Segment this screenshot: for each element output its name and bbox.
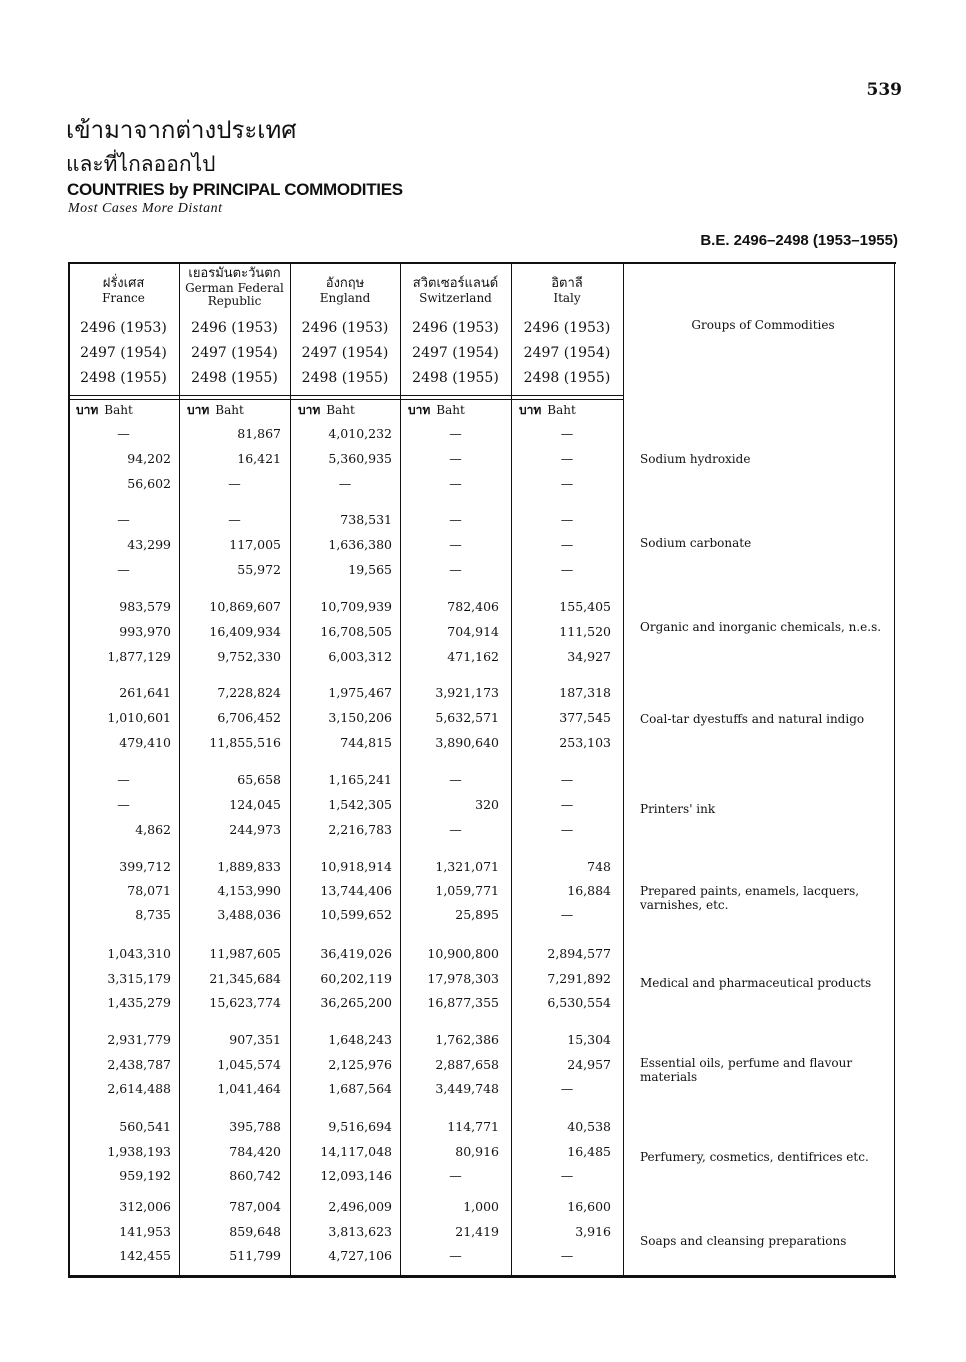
- table-top-rule: [68, 262, 896, 264]
- unit-label: [519, 401, 576, 420]
- unit-label: [76, 401, 133, 420]
- unit-english: Baht: [326, 403, 355, 417]
- table-cell: 56,602: [127, 476, 171, 491]
- column-header-english: German Federal: [185, 281, 284, 295]
- table-cell: 3,916: [575, 1223, 611, 1239]
- table-cell: 9,752,330: [217, 649, 281, 664]
- table-cell: —: [449, 426, 462, 441]
- year-label: 2498 (1955): [80, 370, 167, 386]
- table-cell: 1,043,310: [107, 946, 171, 961]
- column-header: [511, 276, 623, 305]
- table-cell: —: [117, 562, 130, 577]
- table-cell: —: [560, 772, 574, 787]
- table-cell: —: [449, 451, 462, 466]
- table-cell: 2,894,577: [547, 946, 611, 961]
- column-header-thai: อังกฤษ: [325, 276, 365, 291]
- year-label: 2496 (1953): [523, 320, 611, 336]
- table-cell: 3,488,036: [217, 907, 281, 922]
- table-cell: 117,005: [229, 537, 281, 552]
- column-header: [290, 276, 400, 305]
- table-cell: 11,855,516: [209, 735, 281, 750]
- year-label: 2496 (1953): [412, 320, 499, 336]
- table-cell: 10,709,939: [320, 599, 392, 614]
- table-cell: 16,485: [567, 1143, 611, 1159]
- table-cell: 9,516,694: [328, 1119, 392, 1134]
- table-cell: 787,004: [229, 1199, 281, 1214]
- table-cell: 4,862: [135, 822, 171, 837]
- table-cell: 36,265,200: [320, 995, 392, 1010]
- year-label: 2496 (1953): [191, 320, 278, 336]
- table-cell: 244,973: [229, 822, 281, 837]
- table-cell: 7,291,892: [547, 970, 611, 986]
- table-bottom-rule: [68, 1275, 896, 1278]
- unit-english: Baht: [215, 403, 244, 417]
- year-label: 2498 (1955): [523, 370, 611, 386]
- table-cell: —: [560, 426, 574, 441]
- table-cell: 111,520: [559, 624, 611, 639]
- year-label: 2497 (1954): [412, 345, 499, 361]
- unit-label: [298, 401, 355, 420]
- table-cell: —: [117, 772, 130, 787]
- year-label: 2498 (1955): [191, 370, 278, 386]
- commodity-group-label: Prepared paints, enamels, lacquers, varnishes, etc.: [640, 884, 860, 912]
- table-cell: 10,918,914: [320, 859, 392, 874]
- table-cell: —: [449, 772, 462, 787]
- table-cell: 983,579: [119, 599, 171, 614]
- unit-label: [408, 401, 465, 420]
- table-cell: 141,953: [119, 1223, 171, 1239]
- unit-thai: บาท: [76, 403, 99, 417]
- table-cell: 1,975,467: [328, 685, 392, 700]
- table-cell: —: [449, 537, 462, 552]
- table-cell: 16,708,505: [320, 624, 392, 639]
- header-rule: [68, 395, 623, 396]
- table-cell: —: [560, 476, 574, 491]
- column-header: [179, 266, 290, 308]
- thai-title-line-1: เข้ามาจากต่างประเทศ: [66, 116, 297, 144]
- table-cell: 1,636,380: [328, 537, 392, 552]
- table-cell: 4,727,106: [328, 1248, 392, 1263]
- commodity-group-label: Perfumery, cosmetics, dentifrices etc.: [640, 1150, 869, 1164]
- table-cell: 7,228,824: [217, 685, 281, 700]
- table-cell: —: [560, 1081, 574, 1096]
- unit-thai: บาท: [187, 403, 210, 417]
- table-cell: 10,900,800: [427, 946, 499, 961]
- table-cell: 16,409,934: [209, 624, 281, 639]
- table-cell: 3,315,179: [107, 970, 171, 986]
- table-cell: 1,938,193: [107, 1143, 171, 1159]
- table-cell: —: [117, 797, 130, 812]
- table-cell: 1,000: [463, 1199, 499, 1214]
- table-cell: —: [449, 512, 462, 527]
- table-cell: —: [117, 512, 130, 527]
- table-cell: 80,916: [455, 1143, 499, 1159]
- header-rule-double: [68, 399, 623, 400]
- table-cell: 2,614,488: [107, 1081, 171, 1096]
- table-cell: 312,006: [119, 1199, 171, 1214]
- table-cell: 40,538: [567, 1119, 611, 1134]
- column-header-thai: เยอรมันตะวันตก: [188, 266, 281, 281]
- column-header-english: Republic: [207, 294, 262, 308]
- table-cell: 5,360,935: [328, 451, 392, 466]
- table-cell: 142,455: [119, 1248, 171, 1263]
- table-cell: 320: [475, 797, 499, 812]
- unit-label: [187, 401, 244, 420]
- unit-english: Baht: [104, 403, 133, 417]
- table-cell: 782,406: [447, 599, 499, 614]
- table-cell: 2,931,779: [107, 1032, 171, 1047]
- table-cell: 2,438,787: [107, 1056, 171, 1072]
- table-cell: 993,970: [119, 624, 171, 639]
- table-cell: 395,788: [229, 1119, 281, 1134]
- column-header-english: France: [102, 291, 145, 305]
- column-header: [68, 276, 179, 305]
- table-cell: 6,003,312: [328, 649, 392, 664]
- table-cell: 748: [587, 859, 611, 874]
- table-cell: 8,735: [135, 907, 171, 922]
- table-cell: —: [228, 512, 241, 527]
- column-header-english: Switzerland: [419, 291, 492, 305]
- table-cell: 704,914: [447, 624, 499, 639]
- column-header-english: Italy: [553, 291, 581, 305]
- table-cell: 94,202: [127, 451, 171, 466]
- commodity-group-label: Medical and pharmaceutical products: [640, 976, 872, 990]
- commodity-group-label: Sodium hydroxide: [640, 452, 751, 466]
- commodity-group-label: Printers' ink: [640, 802, 716, 816]
- commodity-group-label: Coal-tar dyestuffs and natural indigo: [640, 712, 865, 726]
- table-cell: 10,599,652: [320, 907, 392, 922]
- table-cell: 5,632,571: [435, 710, 499, 725]
- table-cell: 34,927: [567, 649, 611, 664]
- table-cell: 377,545: [559, 710, 611, 725]
- commodity-group-label: Organic and inorganic chemicals, n.e.s.: [640, 620, 882, 634]
- table-cell: 11,987,605: [209, 946, 281, 961]
- table-cell: 81,867: [237, 426, 281, 441]
- english-subtitle: Most Cases More Distant: [68, 201, 223, 216]
- year-label: 2497 (1954): [80, 345, 167, 361]
- table-cell: 65,658: [237, 772, 281, 787]
- table-cell: 1,648,243: [328, 1032, 392, 1047]
- unit-thai: บาท: [408, 403, 431, 417]
- column-header-thai: อิตาลี: [551, 276, 583, 291]
- table-cell: —: [338, 476, 352, 491]
- table-cell: 860,742: [229, 1168, 281, 1183]
- table-cell: 4,010,232: [328, 426, 392, 441]
- table-cell: 560,541: [119, 1119, 171, 1134]
- column-header-english: England: [319, 291, 371, 305]
- table-cell: 1,435,279: [107, 995, 171, 1010]
- table-cell: 399,712: [119, 859, 171, 874]
- table-cell: 2,887,658: [435, 1056, 499, 1072]
- table-cell: 16,884: [567, 883, 611, 898]
- table-cell: 3,813,623: [328, 1223, 392, 1239]
- page-number: 539: [866, 80, 902, 100]
- table-cell: 15,623,774: [209, 995, 281, 1010]
- table-cell: 43,299: [127, 537, 171, 552]
- table-cell: 1,041,464: [217, 1081, 281, 1096]
- table-cell: 16,877,355: [427, 995, 499, 1010]
- table-cell: 738,531: [340, 512, 392, 527]
- table-cell: —: [449, 562, 462, 577]
- unit-thai: บาท: [298, 403, 321, 417]
- table-cell: 4,153,990: [217, 883, 281, 898]
- table-cell: 6,530,554: [547, 995, 611, 1010]
- table-cell: 3,449,748: [435, 1081, 499, 1096]
- table-cell: 187,318: [559, 685, 611, 700]
- table-cell: —: [560, 562, 574, 577]
- table-cell: 21,345,684: [209, 970, 281, 986]
- period-label: B.E. 2496–2498 (1953–1955): [700, 232, 898, 249]
- table-cell: 1,045,574: [217, 1056, 281, 1072]
- year-label: 2497 (1954): [301, 345, 389, 361]
- table-cell: —: [449, 1168, 462, 1183]
- table-cell: 21,419: [455, 1223, 499, 1239]
- table-cell: 60,202,119: [320, 970, 392, 986]
- year-label: 2496 (1953): [80, 320, 167, 336]
- table-cell: 479,410: [119, 735, 171, 750]
- table-cell: 253,103: [559, 735, 611, 750]
- table-cell: 16,600: [567, 1199, 611, 1214]
- table-cell: —: [560, 1248, 574, 1263]
- table-cell: 1,010,601: [107, 710, 171, 725]
- table-cell: —: [117, 426, 130, 441]
- table-cell: 155,405: [559, 599, 611, 614]
- table-cell: 3,921,173: [435, 685, 499, 700]
- commodity-group-label: Sodium carbonate: [640, 536, 752, 550]
- table-cell: 859,648: [229, 1223, 281, 1239]
- table-cell: —: [449, 476, 462, 491]
- table-cell: 1,687,564: [328, 1081, 392, 1096]
- column-divider: [894, 262, 895, 1276]
- table-cell: 114,771: [447, 1119, 499, 1134]
- table-cell: 784,420: [229, 1143, 281, 1159]
- table-cell: 78,071: [127, 883, 171, 898]
- table-cell: 959,192: [119, 1168, 171, 1183]
- english-title: COUNTRIES by PRINCIPAL COMMODITIES: [67, 180, 403, 199]
- table-cell: 511,799: [229, 1248, 281, 1263]
- table-cell: 1,321,071: [435, 859, 499, 874]
- table-cell: —: [228, 476, 241, 491]
- table-cell: —: [560, 512, 574, 527]
- table-cell: 10,869,607: [209, 599, 281, 614]
- table-cell: 17,978,303: [427, 970, 499, 986]
- table-cell: 1,059,771: [435, 883, 499, 898]
- column-divider: [623, 262, 624, 1276]
- table-cell: 2,125,976: [328, 1056, 392, 1072]
- table-cell: 124,045: [229, 797, 281, 812]
- table-cell: 3,890,640: [435, 735, 499, 750]
- column-header-thai: ฝรั่งเศส: [102, 276, 145, 291]
- unit-thai: บาท: [519, 403, 542, 417]
- table-cell: —: [560, 797, 574, 812]
- table-cell: 25,895: [455, 907, 499, 922]
- column-header-thai: สวิตเซอร์แลนด์: [412, 276, 499, 291]
- table-cell: 19,565: [348, 562, 392, 577]
- table-cell: 14,117,048: [320, 1143, 392, 1159]
- table-cell: —: [560, 451, 574, 466]
- table-cell: 1,762,386: [435, 1032, 499, 1047]
- commodity-table: [68, 262, 896, 1278]
- table-cell: 55,972: [237, 562, 281, 577]
- unit-english: Baht: [436, 403, 465, 417]
- table-cell: 1,877,129: [107, 649, 171, 664]
- column-header: [400, 276, 511, 305]
- table-cell: 12,093,146: [320, 1168, 392, 1183]
- year-label: 2496 (1953): [301, 320, 389, 336]
- table-cell: 1,165,241: [328, 772, 392, 787]
- table-cell: 36,419,026: [320, 946, 392, 961]
- table-cell: —: [449, 822, 462, 837]
- table-cell: 1,889,833: [217, 859, 281, 874]
- table-cell: 24,957: [567, 1056, 611, 1072]
- table-cell: 1,542,305: [328, 797, 392, 812]
- groups-of-commodities-header: Groups of Commodities: [691, 318, 835, 332]
- table-cell: 471,162: [447, 649, 499, 664]
- table-cell: —: [560, 1168, 574, 1183]
- table-cell: 2,216,783: [328, 822, 392, 837]
- table-cell: 6,706,452: [217, 710, 281, 725]
- unit-english: Baht: [547, 403, 576, 417]
- commodity-group-label: Soaps and cleansing preparations: [640, 1234, 847, 1248]
- commodity-group-label: Essential oils, perfume and flavour materials: [640, 1056, 853, 1084]
- thai-title-line-2: และที่ไกลออกไป: [66, 152, 216, 176]
- year-label: 2497 (1954): [523, 345, 611, 361]
- table-cell: 3,150,206: [328, 710, 392, 725]
- table-cell: 15,304: [567, 1032, 611, 1047]
- table-cell: 744,815: [340, 735, 392, 750]
- table-cell: —: [560, 822, 574, 837]
- year-label: 2498 (1955): [412, 370, 499, 386]
- table-cell: 16,421: [237, 451, 281, 466]
- table-cell: —: [449, 1248, 462, 1263]
- table-cell: —: [560, 537, 574, 552]
- table-cell: 2,496,009: [328, 1199, 392, 1214]
- table-cell: 907,351: [229, 1032, 281, 1047]
- table-cell: —: [560, 907, 574, 922]
- table-cell: 13,744,406: [320, 883, 392, 898]
- year-label: 2498 (1955): [301, 370, 389, 386]
- table-cell: 261,641: [119, 685, 171, 700]
- year-label: 2497 (1954): [191, 345, 278, 361]
